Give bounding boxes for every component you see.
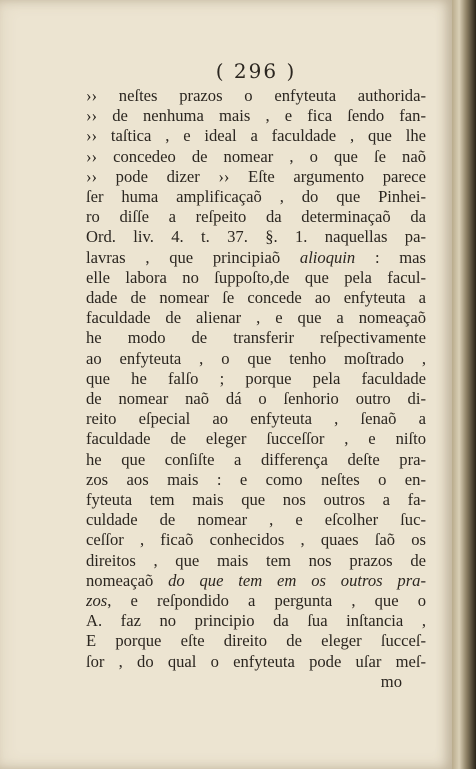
text-line [86,551,426,571]
text-line [86,530,426,550]
text-line [86,429,426,449]
italic-segment: do que tem em os outros pra- [168,570,426,590]
text-line [86,652,426,672]
text-line [86,106,426,126]
text-segment: elle labora no ſuppoſto,de que pela facul- [86,267,426,287]
text-segment: ceſſor , ficaõ conhecidos , quaes ſaõ os [86,530,426,550]
text-segment: ro diſſe a reſpeito da determinaçaõ da [86,207,426,227]
text-segment: faculdade de eleger ſucceſſor , e niſto [86,429,426,449]
text-segment: ›› neſtes prazos o enfyteuta authorida- [86,86,426,105]
text-line [86,369,426,389]
text-line [86,227,426,247]
text-line [86,389,426,409]
text-segment: de nomear naõ dá o ſenhorio outro di- [86,389,426,409]
catchword: mo [380,671,402,691]
text-segment: fyteuta tem mais que nos outros a fa- [86,490,426,510]
text-segment: faculdade de alienar , e que a nomeaçaõ [86,308,426,328]
text-line [86,167,426,187]
text-segment: reito eſpecial ao enfyteuta , ſenaõ a [86,409,426,429]
text-segment: ſer huma amplificaçaõ , do que Pinhei- [86,187,426,207]
text-segment: ao enfyteuta , o que tenho moſtrado , [86,348,426,368]
text-segment: direitos , que mais tem nos prazos de [86,550,426,570]
text-segment: he que conſiſte a differença deſte pra- [86,449,426,469]
text-line [86,187,426,207]
text-segment: culdade de nomear , e eſcolher ſuc- [86,510,426,530]
text-segment: ›› taſtica , e ideal a faculdade , que lhe [86,126,426,146]
text-segment: : mas [355,247,426,267]
text-segment: ſor , do qual o enfyteuta pode uſar meſ- [86,651,426,671]
text-segment: lavras , que principiaõ [86,247,300,267]
text-segment: ›› concedeo de nomear , o que ſe naõ [86,146,426,166]
text-segment: dade de nomear ſe concede ao enfyteuta a [86,288,426,308]
text-segment: zos aos mais : e como neſtes o en- [86,469,426,489]
text-segment: que he falſo ; porque pela faculdade [86,368,426,388]
text-line [86,470,426,490]
text-line [86,450,426,470]
text-segment: ›› de nenhuma mais , e fica ſendo fan- [86,106,426,126]
text-block [86,58,426,692]
text-line [86,288,426,308]
text-line [86,571,426,591]
text-segment: E porque eſte direito de eleger ſucceſ- [86,631,426,651]
body-text [86,86,426,672]
text-line [86,147,426,167]
text-line [86,409,426,429]
text-line [86,268,426,288]
text-segment: , e reſpondido a pergunta , que o [107,591,426,611]
text-line [86,611,426,631]
text-line [86,349,426,369]
text-line [86,631,426,651]
text-line [86,86,426,106]
italic-segment: zos [86,591,108,611]
italic-segment: alioquin [299,247,356,267]
text-segment: Ord. liv. 4. t. 37. §. 1. naquellas pa- [86,227,426,247]
text-line [86,510,426,530]
text-line [86,248,426,268]
text-line [86,591,426,611]
text-line [86,328,426,348]
page-number: ( 296 ) [215,59,297,83]
page-edge [452,0,476,769]
text-segment: A. faz no principio da ſua inſtancia , [86,611,426,631]
text-line [86,308,426,328]
text-line [86,126,426,146]
text-line [86,207,426,227]
text-line [86,490,426,510]
text-segment: nomeaçaõ [86,570,169,590]
text-segment: he modo de transferir reſpectivamente [86,328,426,348]
text-segment: ›› pode dizer ›› Eſte argumento parece [86,166,426,186]
